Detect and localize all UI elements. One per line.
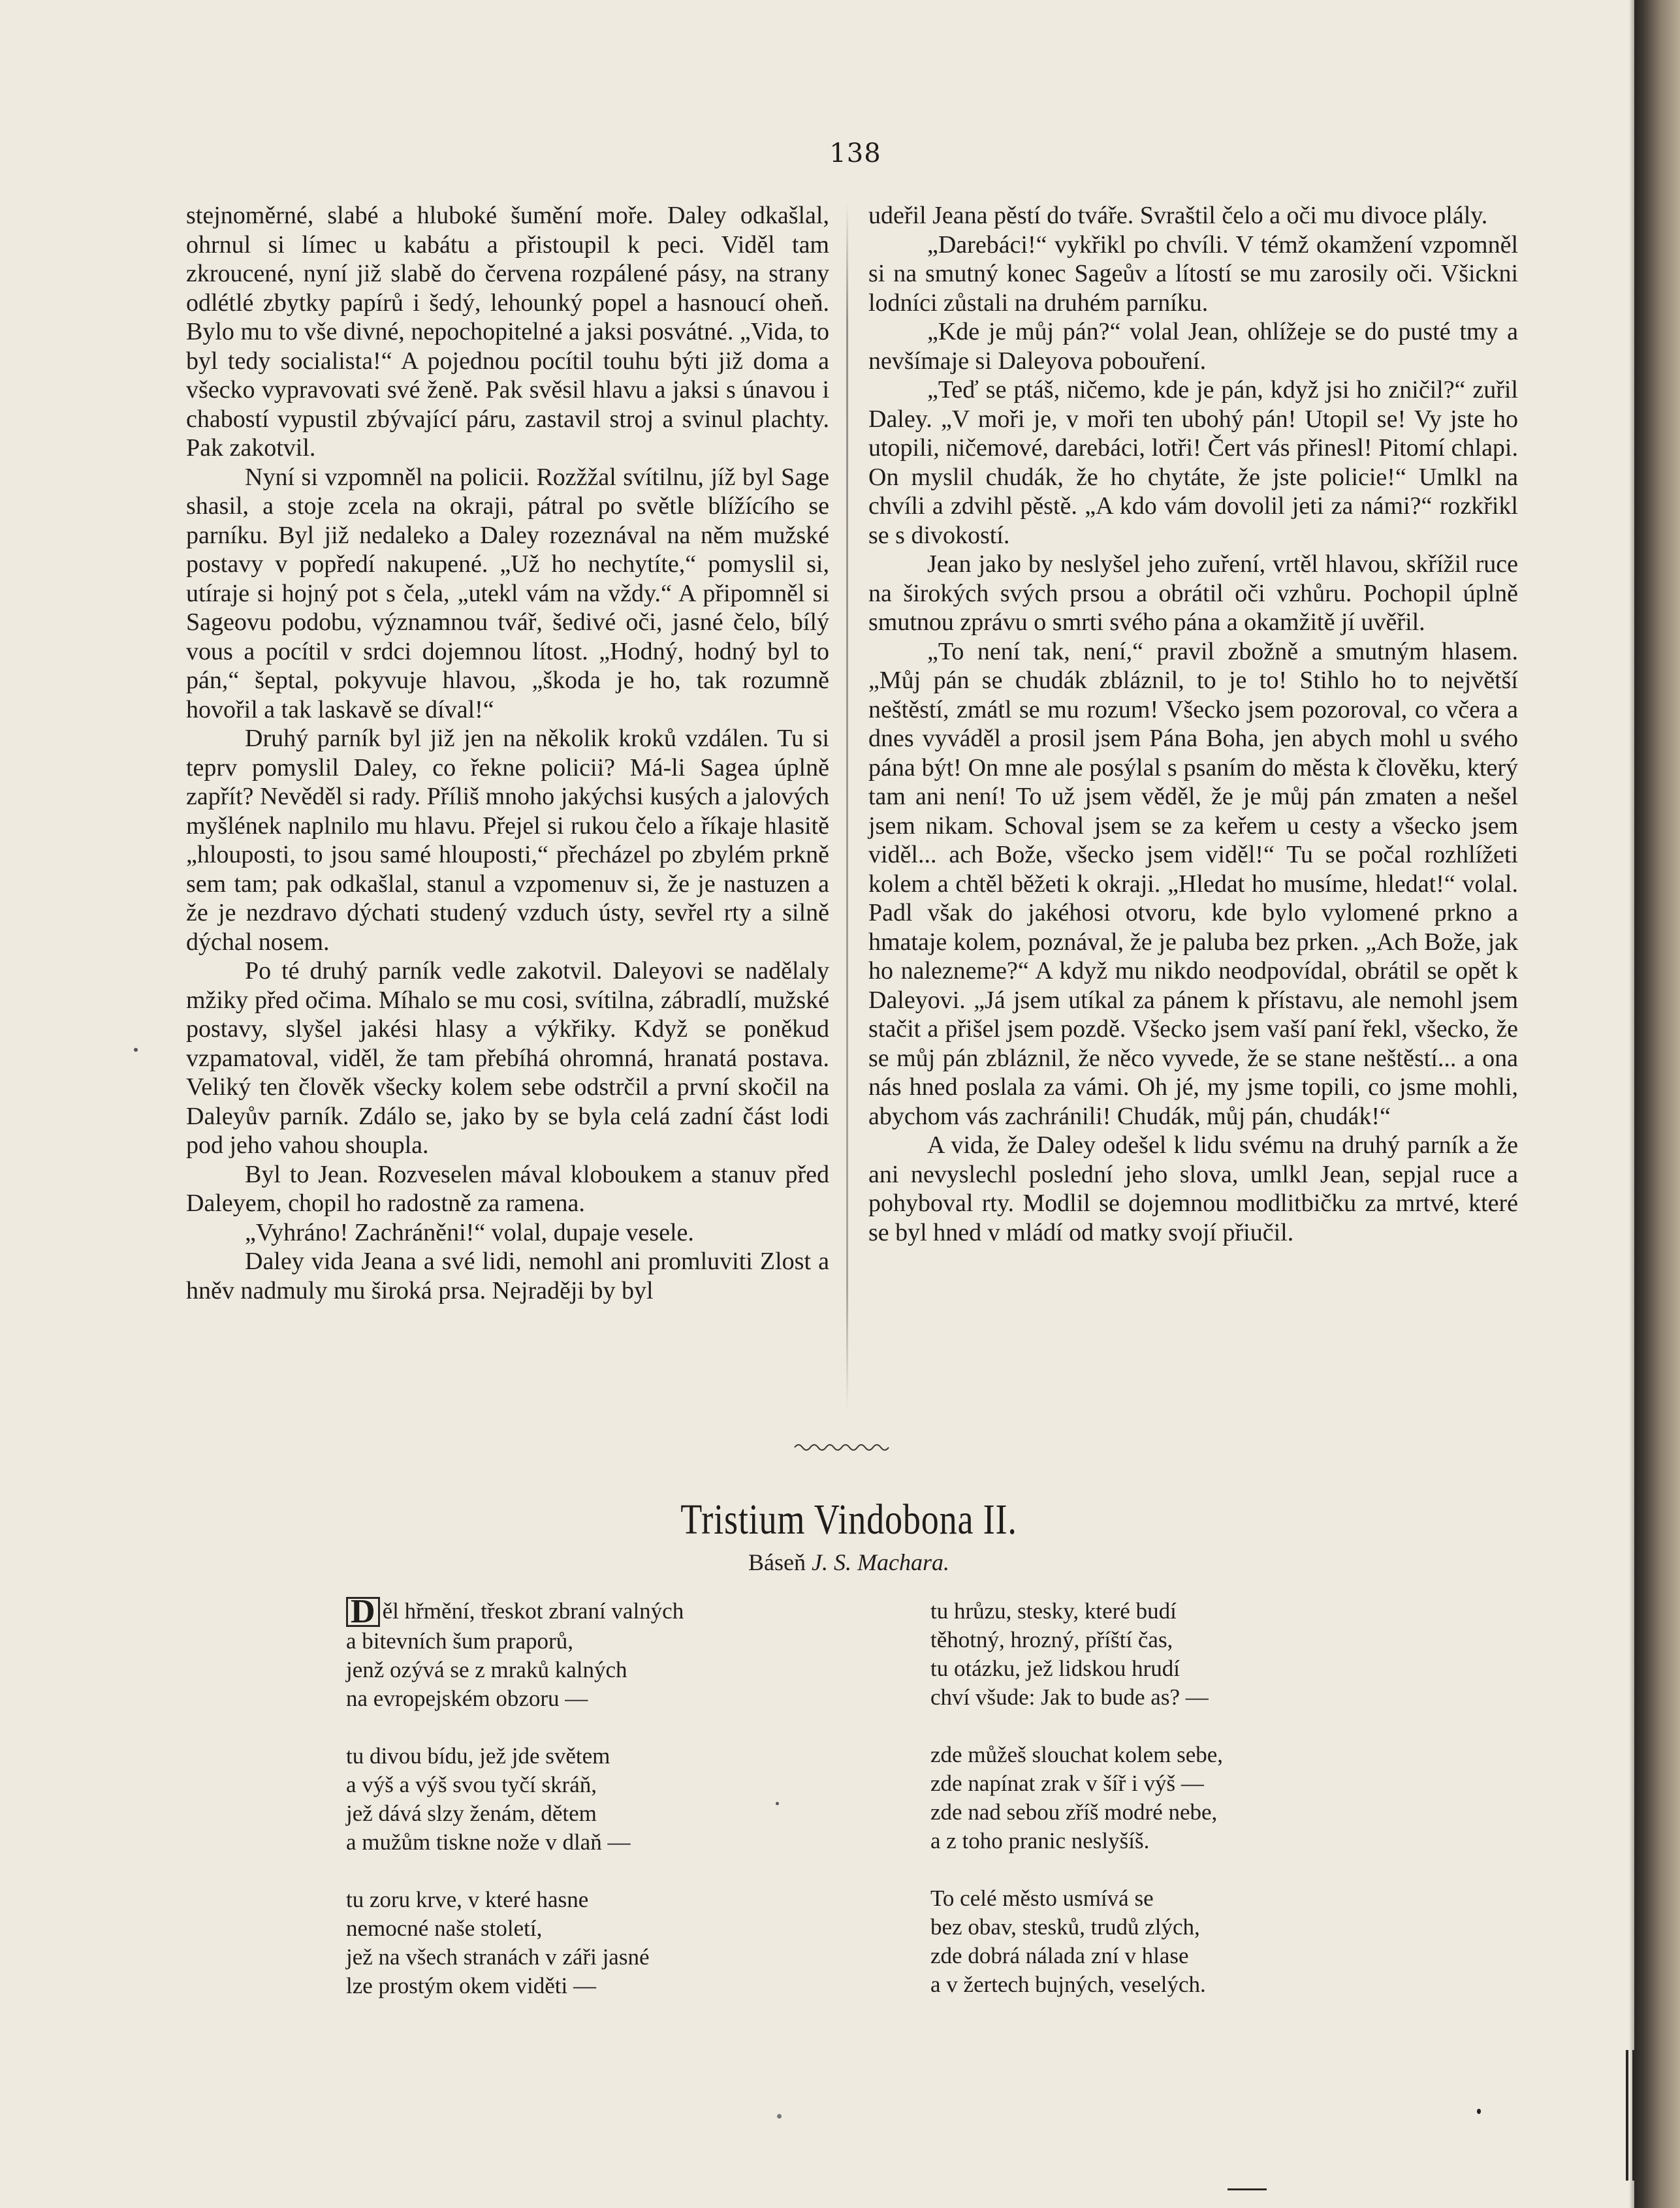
verse-line: na evropejském obzoru — [346,1686,588,1711]
verse-line: zde dobrá nálada zní v hlase [930,1943,1189,1968]
verse-line: tu otázku, jež lidskou hrudí [930,1656,1181,1681]
paper-speck [776,1802,779,1805]
verse-line: nemocné naše století, [346,1916,543,1941]
verse-line: a z toho pranic neslyšíš. [930,1828,1150,1853]
margin-mark [1626,2050,1635,2181]
paragraph: Po té druhý parník vedle zakotvil. Daleyovi se nadělaly mžiky před očima. Míhalo se mu cosi, svítilna, zábradlí, mužské postavy, slyšel jakési hlasy a výkřiky. Když se poněkud vzpamatoval, viděl, že tam přebíhá ohromná, hranatá postava. Veliký ten člověk všecky kolem sebe odstrčil a první skočil na Daleyův parník. Zdálo se, jako by se byla celá zadní část lodi pod jeho vahou shoupla. [186,957,829,1159]
verse-line: a v žertech bujných, veselých. [930,1972,1206,1997]
paper-speck [134,1048,138,1052]
paragraph: Druhý parník byl již jen na několik kroků vzdálen. Tu si teprv pomyslil Daley, co řekne policii? Má-li Sagea úplně zapřít? Nevěděl si rady. Příliš mnoho jakýchsi kusých a jalových myšlének naplnilo mu hlavu. Přejel si rukou čelo a říkaje hlasitě „hlouposti, to jsou samé hlouposti,“ přecházel po zbylém prkně sem tam; pak odkašlal, stanul a vzpomenuv si, že je nastuzen a že je nezdravo dýchati studený vzduch ústy, sevřel rty a silně dýchal nosem. [186,725,829,956]
text-column-right [868,201,1518,1247]
decorated-initial: D [346,1597,380,1627]
poem-column-right [930,1597,1387,2028]
paragraph: „To není tak, není,“ pravil zbožně a smutným hlasem. „Můj pán se chudák zbláznil, to je to! Stihlo ho to největší neštěstí, zmátl se mu rozum! Všecko jsem pozoroval, co včera a dnes vyváděl a prosil jsem Pána Boha, jen abych mohl u svého pána být! On mne ale posýlal s psaním do města k člověku, který tam ani není! To už jsem věděl, že je můj pán zmaten a nešel jsem nikam. Schoval jsem se za keřem u cesty a všecko jsem viděl... ach Bože, všecko jsem viděl!“ Tu se počal rozhlížeti kolem a chtěl běžeti k okraji. „Hledat ho musíme, hledat!“ volal. Padl však do jakéhosi otvoru, kde bylo vylomené prkno a hmataje kolem, poznával, že je paluba bez prken. „Ach Bože, jak ho nalezneme?“ A když mu nikdo neodpovídal, obrátil se opět k Daleyovi. „Já jsem utíkal za pánem k přístavu, ale nemohl jsem stačit a přišel jsem pozdě. Všecko jsem vaší paní řekl, všecko, že se můj pán zbláznil, že něco vyvede, že se stane neštěstí... a ona nás hned poslala za vámi. Oh jé, my jsme topili, co jsme mohli, abychom vás zachránili! Chudák, můj pán, chudák!“ [868,637,1518,1130]
text-column-left [186,201,829,1305]
verse-line: chví všude: Jak to bude as? — [930,1684,1209,1710]
paragraph: stejnoměrné, slabé a hluboké šumění moře. Daley odkašlal, ohrnul si límec u kabátu a přistoupil k peci. Viděl tam zkroucené, nyní již slabě do červena rozpálené pásy, na strany odlétlé zbytky papírů i šedý, lehounký popel a hasnoucí oheň. Bylo mu to vše divné, nepochopitelné a jaksi posvátné. „Vida, to byl tedy socialista!“ A pojednou pocítil touhu býti již doma a všecko vypravovati své ženě. Pak svěsil hlavu a jaksi s únavou i chabostí vypustil zbývající páru, zastavil stroj a svinul plachty. Pak zakotvil. [186,202,829,462]
verse-line: jež dává slzy ženám, dětem [346,1801,597,1826]
wavy-divider-ornament [793,1440,891,1453]
poem-author: J. S. Machara. [812,1549,949,1575]
verse-line: a mužům tiskne nože v dlaň — [346,1829,631,1855]
stanza [346,1593,803,1713]
verse-line: těhotný, hrozný, příští čas, [930,1627,1173,1652]
book-binding-edge [1634,0,1680,2208]
paragraph: A vida, že Daley odešel k lidu svému na druhý parník a že ani nevyslechl poslední jeho slova, umlkl Jean, sepjal ruce a pohyboval rty. Modlil se dojemnou modlitbičku za mrtvé, které se byl hned v mládí od matky svojí přiučil. [868,1131,1518,1246]
stanza [930,1597,1387,1712]
paragraph: Byl to Jean. Rozveselen mával kloboukem a stanuv před Daleyem, chopil ho radostně za ramena. [186,1160,829,1217]
paper-speck [777,2114,782,2119]
poem-byline [588,1549,1110,1576]
stanza [930,1741,1387,1855]
verse-line: jenž ozývá se z mraků kalných [346,1657,627,1682]
verse-line: a bitevních šum praporů, [346,1628,573,1654]
paragraph: „Kde je můj pán?“ volal Jean, ohlížeje se do pusté tmy a nevšímaje si Daleyova pobouření. [868,318,1518,375]
verse-line: zde můžeš slouchat kolem sebe, [930,1742,1224,1767]
paragraph: „Darebáci!“ vykřikl po chvíli. V témž okamžení vzpomněl si na smutný konec Sageův a lítostí se mu zarosily oči. Všickni lodníci zůstali na druhém parníku. [868,230,1518,317]
column-divider [846,202,848,1410]
verse-line: a výš a výš svou tyčí skráň, [346,1772,597,1797]
paper-speck [1477,2109,1481,2114]
paragraph: „Vyhráno! Zachráněni!“ volal, dupaje vesele. [245,1218,694,1246]
page-number: 138 [829,138,881,168]
stanza [346,1742,803,1857]
verse-line: jež na všech stranách v záři jasné [346,1944,650,1970]
verse-line: To celé město usmívá se [930,1885,1154,1911]
verse-line: tu divou bídu, jež jde světem [346,1743,610,1769]
paragraph: Nyní si vzpomněl na policii. Rozžžal svítilnu, jíž byl Sage shasil, a stoje zcela na okraji, pátral po světle blížícího se parníku. Byl již nedaleko a Daley rozeznával na něm mužské postavy v popředí nakupené. „Už ho nechytíte,“ pomyslil si, utíraje si hojný pot s čela, „utekl vám na vždy.“ A připomněl si Sageovu podobu, významnou tvář, šedivé oči, jasné čelo, bílý vous a pocítil v srdci dojemnou lítost. „Hodný, hodný byl to pán,“ šeptal, pokyvuje hlavou, „škoda je ho, tak rozumně hovořil a tak laskavě se díval!“ [186,463,829,723]
paragraph: „Teď se ptáš, ničemo, kde je pán, když jsi ho zničil?“ zuřil Daley. „V moři je, v moři ten ubohý pán! Utopil se! Vy jste ho utopili, ničemové, darebáci, lotři! Čert vás přinesl! Pitomí chlapi. On myslil chudák, že ho chytáte, že jste policie!“ Umlkl na chvíli a zdvihl pěstě. „A kdo vám dovolil jeti za námi?“ rozkřikl se s divokostí. [868,376,1518,549]
paragraph: Jean jako by neslyšel jeho zuření, vrtěl hlavou, skřížil ruce na širokých svých prsou a obrátil oči vzhůru. Pochopil úplně smutnou zprávu o smrti svého pána a okamžitě jí uvěřil. [868,550,1518,636]
verse-line: D ěl hřmění, třeskot zbraní valných [346,1597,803,1627]
verse-line: lze prostým okem viděti — [346,1973,596,1998]
verse-line: tu zoru krve, v které hasne [346,1887,589,1912]
byline-prefix: Báseň [748,1549,806,1575]
margin-dash [1228,2188,1267,2190]
stanza [346,1885,803,2000]
verse-line: bez obav, stesků, trudů zlých, [930,1914,1200,1940]
verse-line: zde napínat zrak v šíř i výš — [930,1771,1204,1796]
verse-line: zde nad sebou zříš modré nebe, [930,1799,1218,1825]
paragraph: udeřil Jeana pěstí do tváře. Svraštil čelo a oči mu divoce plály. [868,202,1488,229]
paragraph: Daley vida Jeana a své lidi, nemohl ani promluviti Zlost a hněv nadmuly mu široká prsa. Nejraději by byl [186,1248,829,1304]
page-shadow [1629,0,1634,2208]
poem-title: Tristium Vindobona II. [680,1496,1017,1543]
verse-line: tu hrůzu, stesky, které budí [930,1598,1177,1624]
stanza [930,1884,1387,1999]
poem-column-left [346,1593,803,2029]
